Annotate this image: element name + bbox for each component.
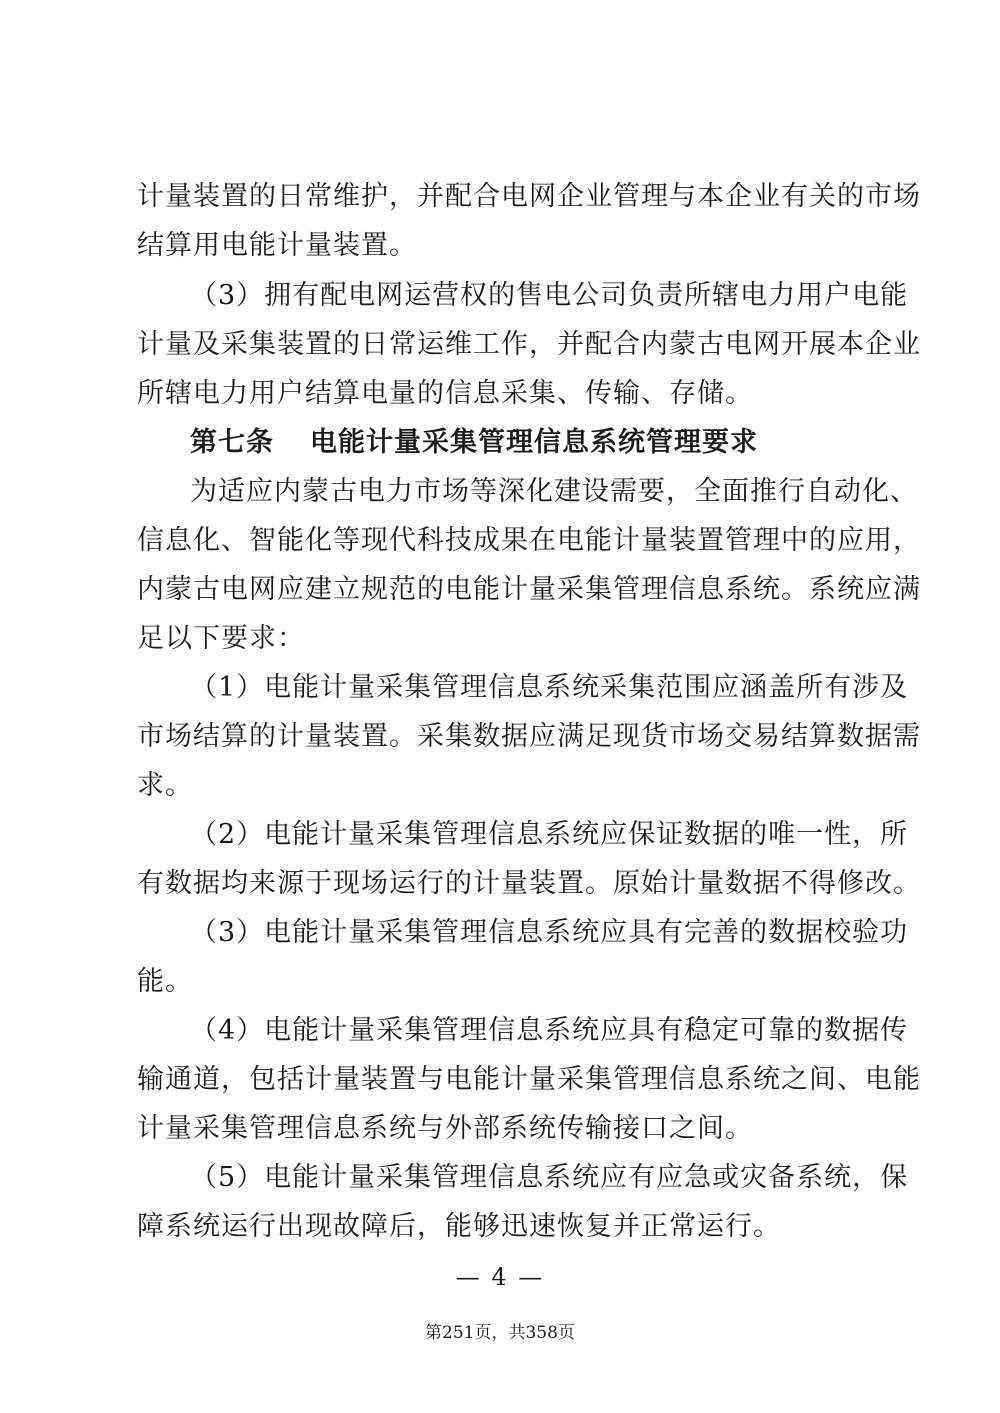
text-line: 所辖电力用户结算电量的信息采集、传输、存储。 xyxy=(137,378,753,409)
text-line: 计量采集管理信息系统与外部系统传输接口之间。 xyxy=(137,1113,753,1144)
text-line: 计量装置的日常维护，并配合电网企业管理与本企业有关的市场 xyxy=(137,181,921,212)
page-number: — 4 — xyxy=(455,1263,545,1291)
text-line: 求。 xyxy=(137,770,193,801)
paragraph-line: 为适应内蒙古电力市场等深化建设需要，全面推行自动化、 xyxy=(190,476,918,507)
article-number: 第七条 xyxy=(190,427,274,458)
list-item-line: （3）电能计量采集管理信息系统应具有完善的数据校验功 xyxy=(190,917,909,948)
list-item-line: （5）电能计量采集管理信息系统应有应急或灾备系统，保 xyxy=(190,1162,909,1193)
list-item-line: （1）电能计量采集管理信息系统采集范围应涵盖所有涉及 xyxy=(190,672,909,703)
text-line: 有数据均来源于现场运行的计量装置。原始计量数据不得修改。 xyxy=(137,868,921,899)
text-line: 信息化、智能化等现代科技成果在电能计量装置管理中的应用， xyxy=(137,525,921,556)
text-line: 结算用电能计量装置。 xyxy=(137,230,417,261)
text-line: 足以下要求： xyxy=(137,623,305,654)
list-item-line: （3）拥有配电网运营权的售电公司负责所辖电力用户电能 xyxy=(190,280,909,311)
text-line: 障系统运行出现故障后，能够迅速恢复并正常运行。 xyxy=(137,1211,781,1242)
article-heading xyxy=(190,423,877,463)
article-title: 电能计量采集管理信息系统管理要求 xyxy=(310,427,758,458)
page-footer: 第251页，共358页 xyxy=(425,1323,575,1343)
text-line: 计量及采集装置的日常运维工作，并配合内蒙古电网开展本企业 xyxy=(137,329,921,360)
text-line: 内蒙古电网应建立规范的电能计量采集管理信息系统。系统应满 xyxy=(137,574,921,605)
list-item-line: （2）电能计量采集管理信息系统应保证数据的唯一性，所 xyxy=(190,819,909,850)
text-line: 输通道，包括计量装置与电能计量采集管理信息系统之间、电能 xyxy=(137,1064,921,1095)
text-line: 能。 xyxy=(137,966,193,997)
list-item-line: （4）电能计量采集管理信息系统应具有稳定可靠的数据传 xyxy=(190,1015,909,1046)
text-line: 市场结算的计量装置。采集数据应满足现货市场交易结算数据需 xyxy=(137,721,921,752)
